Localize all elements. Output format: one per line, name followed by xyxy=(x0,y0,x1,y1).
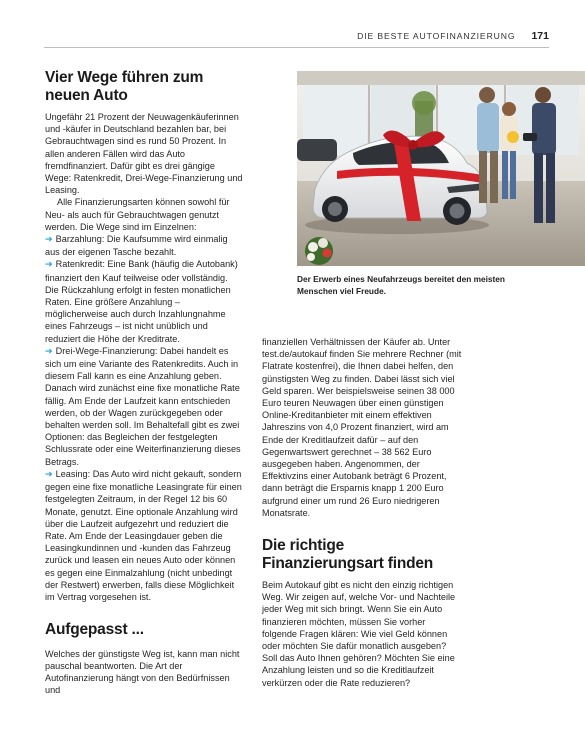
list-item xyxy=(45,345,243,468)
right-column-text xyxy=(262,336,462,689)
car-photo xyxy=(297,71,585,266)
section-heading-right-financing: Die richtige Finanzierungsart finden xyxy=(262,537,434,572)
section-heading-four-ways: Vier Wege führen zum neuen Auto xyxy=(45,69,204,104)
list-item xyxy=(45,258,243,344)
list-item-text: Drei-Wege-Finanzierung: Dabei handelt es sich um eine Variante des Ratenkredits. Auch in diesem Fall kann es eine Anzahlung geben. Danach wird zunächst eine fixe monatliche Rate fällig. Am Ende der Laufzeit kann entschieden werden, ob der Wagen zurückgegeben oder behalten werden soll. Im Behaltefall gibt es zwei Optionen: das Begleichen der festgelegten Schlussrate oder eine Weiterfinanzierung dieses Betrags. xyxy=(45,345,241,467)
arrow-right-icon: ➔ xyxy=(45,235,53,246)
running-header xyxy=(357,30,549,42)
right-financing-paragraph: Beim Autokauf gibt es nicht den einzig richtigen Weg. Wir zeigen auf, welche Vor- und Nachteile jeder Weg mit sich bringt. Wenn Sie ein Auto finanzieren möchten, müssen Sie vorher folgende Fragen klären: Wie viel Geld können oder möchten Sie dafür monatlich ausgeben? Soll das Auto Ihnen gehören? Möchten Sie eine Anzahlung leisten und so die Kreditlaufzeit verkürzen oder die Rate reduzieren? xyxy=(262,580,456,688)
list-item-text: Leasing: Das Auto wird nicht gekauft, sondern gegen eine fixe monatliche Leasingrate für einen festgelegten Zeitraum, in der Regel 12 bis 60 Monate, genutzt. Eine optionale Anzahlung wird über die Laufzeit aufgezehrt und reduziert die Rate. Am Ende der Leasingdauer geben die Leasingkundinnen und -kunden das Fahrzeug zurück und leasen ein neues Auto oder können es gegen eine Einmalzahlung (nicht unbedingt der Restwert) erwerben, falls diese Möglichkeit im Vertrag vorgesehen ist. xyxy=(45,468,242,602)
aufgepasst-paragraph-start: Welches der günstigste Weg ist, kann man nicht pauschal beantworten. Die Art der Autofinanzierung hängt von den Bedürfnissen und xyxy=(45,648,240,696)
list-item-text: Ratenkredit: Eine Bank (häufig die Autobank) finanziert den Kauf teilweise oder vollständig. Die Rückzahlung erfolgt in festen monatlichen Raten. Eine größere Anzahlung – möglicherweise auch durch Inzahlungnahme eines Fahrzeugs – ist nicht unüblich und reduziert die Höhe der Kreditrate. xyxy=(45,259,238,344)
page-number: 171 xyxy=(531,30,549,42)
showroom-illustration xyxy=(297,71,585,266)
list-item-text: Barzahlung: Die Kaufsumme wird einmalig aus der eigenen Tasche bezahlt. xyxy=(45,234,228,258)
running-title: DIE BESTE AUTOFINANZIERUNG xyxy=(357,31,516,41)
section-heading-aufgepasst: Aufgepasst ... xyxy=(45,621,144,639)
list-item xyxy=(45,468,243,603)
list-item xyxy=(45,233,243,258)
left-column xyxy=(45,69,243,696)
arrow-right-icon: ➔ xyxy=(45,469,53,480)
header-rule xyxy=(44,47,549,48)
photo-caption: Der Erwerb eines Neufahrzeugs bereitet den meisten Menschen viel Freude. xyxy=(297,274,505,296)
arrow-right-icon: ➔ xyxy=(45,260,53,271)
financing-types-paragraph: Alle Finanzierungsarten können sowohl für Neu- als auch für Gebrauchtwagen genutzt werden. Die Wege sind im Einzelnen: xyxy=(45,197,230,232)
intro-paragraph: Ungefähr 21 Prozent der Neuwagenkäuferinnen und -käufer in Deutschland bezahlen bar, bei Gebrauchtwagen sind es rund 50 Prozent. In allen anderen Fällen wird das Auto fremdfinanziert. Dafür gibt es drei gängige Wege: Ratenkredit, Drei-Wege-Finanzierung und Leasing. xyxy=(45,112,243,196)
arrow-right-icon: ➔ xyxy=(45,346,53,357)
aufgepasst-paragraph-continued: finanziellen Verhältnissen der Käufer ab. Unter test.de/autokauf finden Sie mehrere Rechner (mit Flatrate kostenfrei), die Ihnen dabei helfen, den günstigsten Weg zu finden. Dabei lässt sich viel Geld sparen. Wer beispielsweise seinen 38 000 Euro teuren Neuwagen über einen günstigen Online-Kreditanbieter mit einem effektiven Jahreszins von 4,0 Prozent finanziert, wird am Ende der Kreditlaufzeit dafür – auf den Gegenwartswert gerechnet – 38 562 Euro ausgegeben haben. Angenommen, der Effektivzins einer Autobank beträgt 6 Prozent, dann beträgt die Ersparnis knapp 1 200 Euro aufgrund einer um rund 26 Euro niedrigeren Monatsrate. xyxy=(262,337,462,518)
